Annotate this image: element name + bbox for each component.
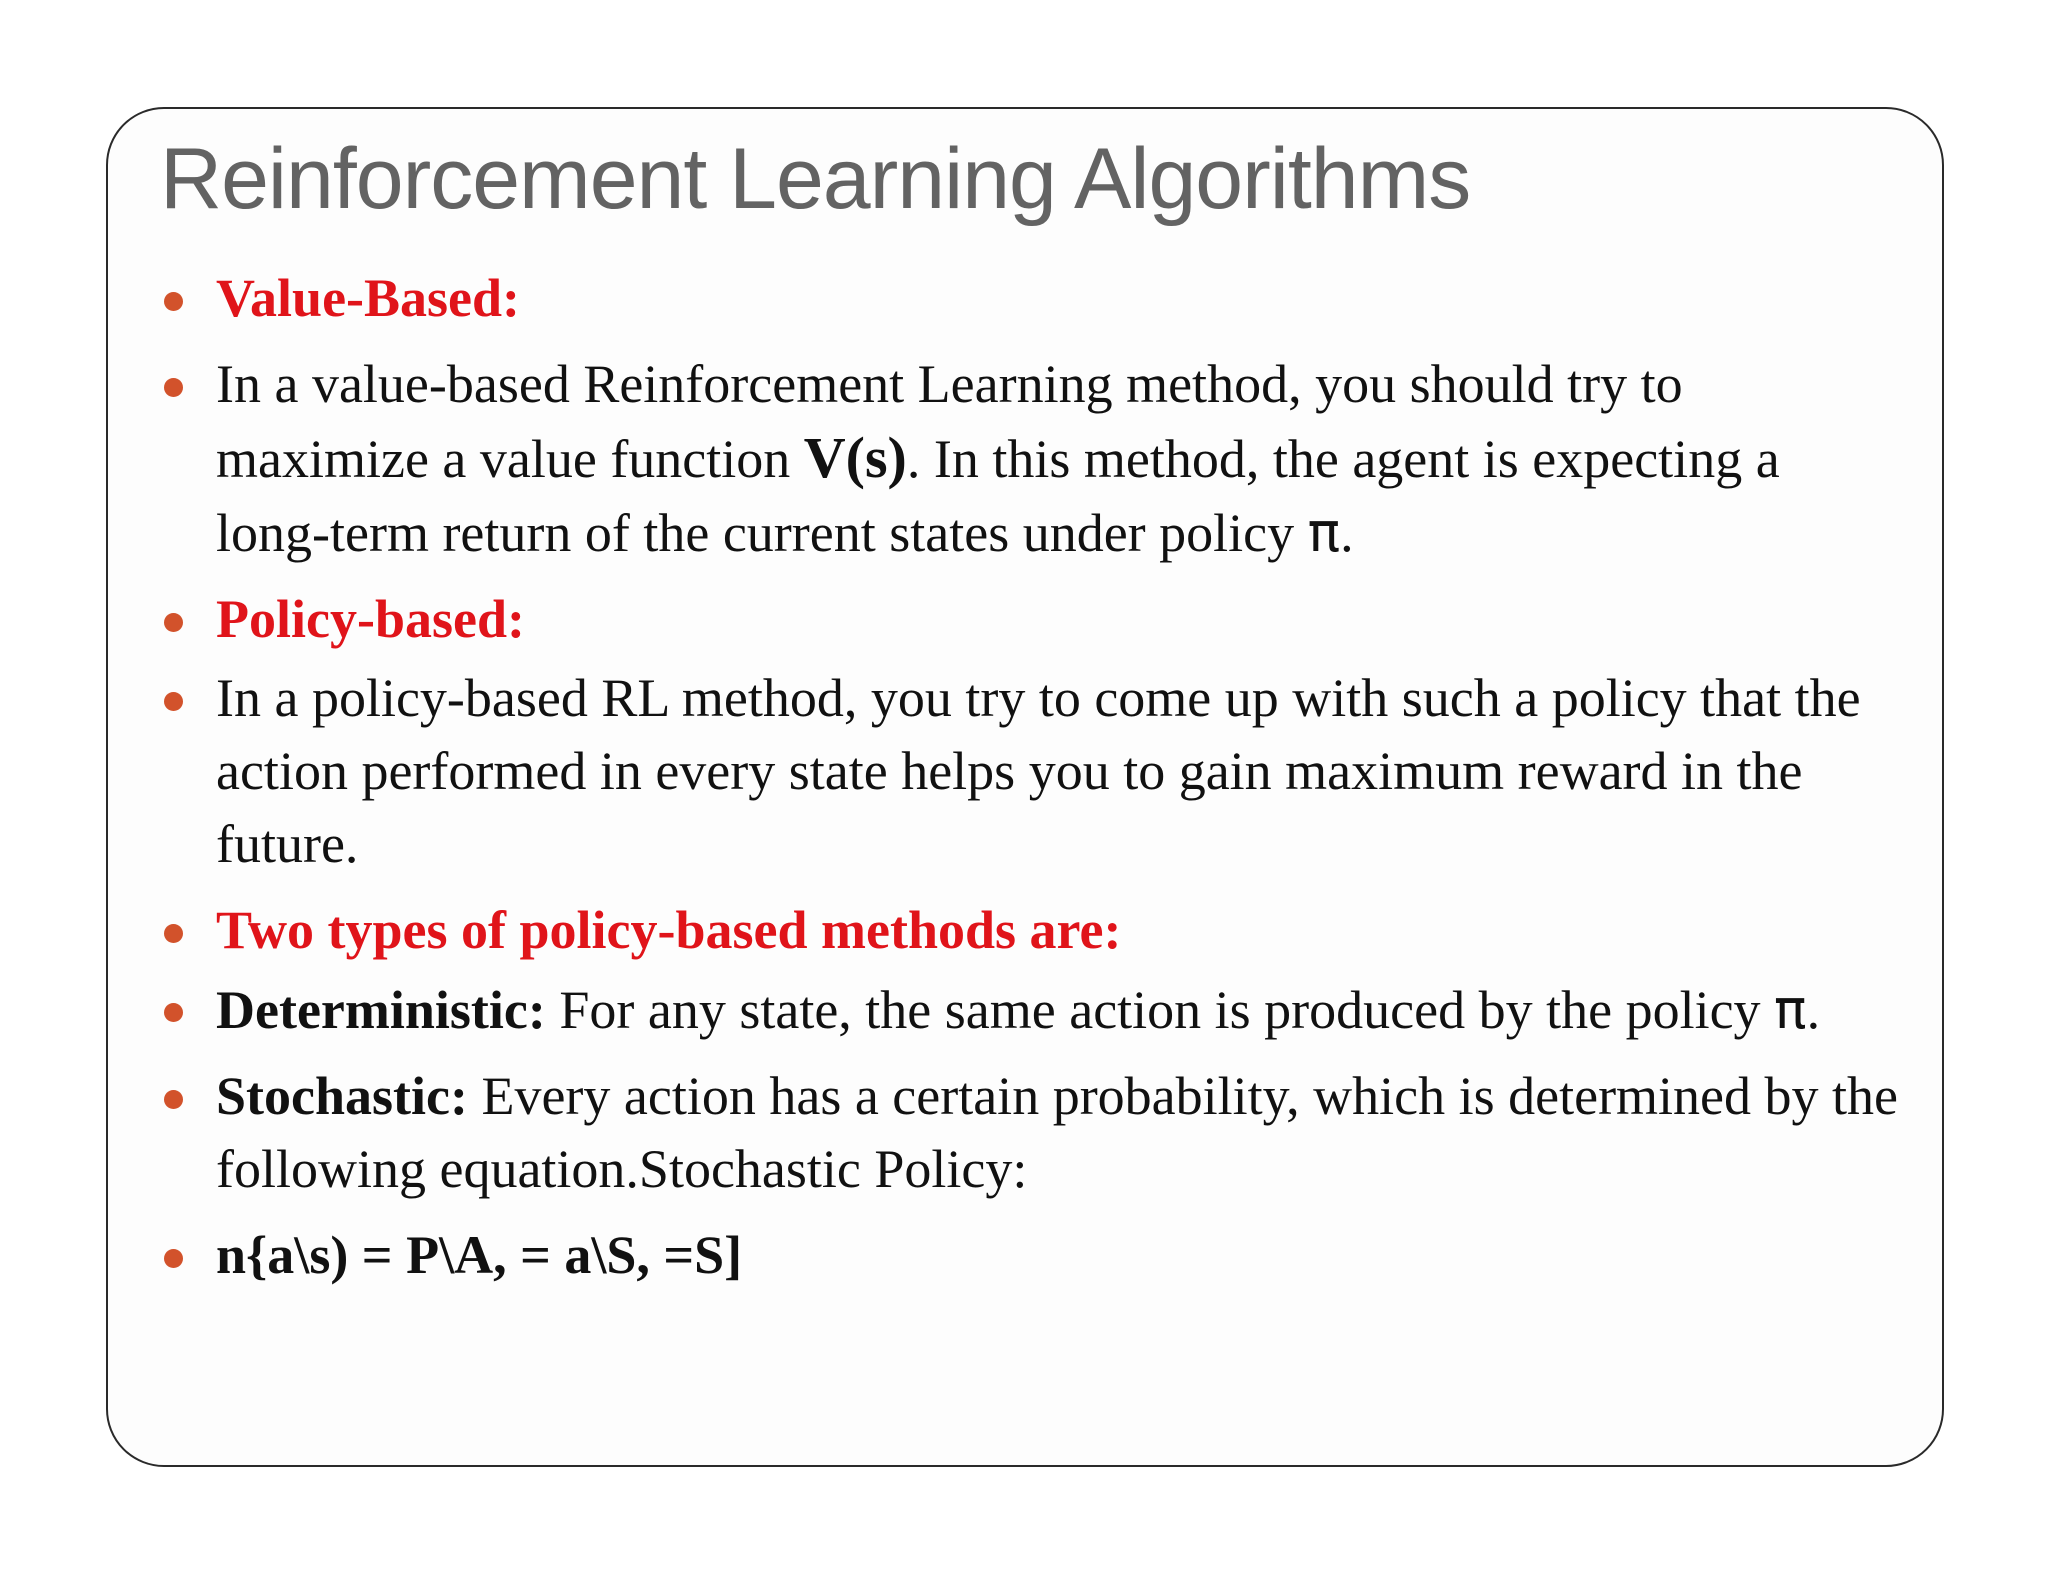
bullet-dot-icon	[164, 924, 183, 943]
bullet-dot-icon	[164, 1249, 183, 1268]
pi-symbol: π	[1307, 501, 1341, 564]
bullet-dot-icon	[164, 1003, 183, 1022]
bullet-policy-based-description	[160, 662, 1900, 881]
bullet-value-based	[160, 262, 1900, 335]
bullet-stochastic	[160, 1060, 1900, 1206]
heading-two-types: Two types of policy-based methods are:	[216, 900, 1122, 960]
value-function-symbol: V(s)	[803, 425, 907, 490]
deterministic-text: For any state, the same action is produced by the policy	[545, 980, 1775, 1040]
bullet-dot-icon	[164, 292, 183, 311]
bullet-two-types	[160, 894, 1900, 967]
slide-title: Reinforcement Learning Algorithms	[160, 131, 1471, 227]
deterministic-text-end: .	[1806, 980, 1821, 1040]
heading-policy-based: Policy-based:	[216, 589, 525, 649]
bullet-equation	[160, 1219, 1900, 1292]
heading-value-based: Value-Based:	[216, 268, 521, 328]
value-based-text-start: In a value-based Reinforcement Learning method, you should try to maximize a value function	[216, 354, 1683, 489]
bullet-dot-icon	[164, 692, 183, 711]
pi-symbol: π	[1774, 978, 1807, 1041]
bullet-dot-icon	[164, 378, 183, 397]
bullet-dot-icon	[164, 1090, 183, 1109]
term-stochastic: Stochastic:	[216, 1066, 468, 1126]
stochastic-policy-equation: n{a\s) = P\A, = a\S, =S]	[216, 1225, 743, 1285]
policy-based-text: In a policy-based RL method, you try to come up with such a policy that the action performed in every state helps you to gain maximum reward in the future.	[216, 668, 1861, 874]
value-based-text-end: .	[1340, 503, 1354, 563]
bullet-value-based-description	[160, 348, 1900, 570]
stochastic-text: Every action has a certain probability, which is determined by the following equation.Stochastic Policy:	[216, 1066, 1898, 1199]
term-deterministic: Deterministic:	[216, 980, 546, 1040]
bullet-policy-based	[160, 583, 1900, 656]
value-based-text-middle: . In this method, the agent is expecting a long-term return of the current states under policy	[216, 429, 1780, 563]
bullet-deterministic	[160, 973, 1900, 1047]
bullet-list	[160, 262, 1900, 1305]
bullet-dot-icon	[164, 613, 183, 632]
